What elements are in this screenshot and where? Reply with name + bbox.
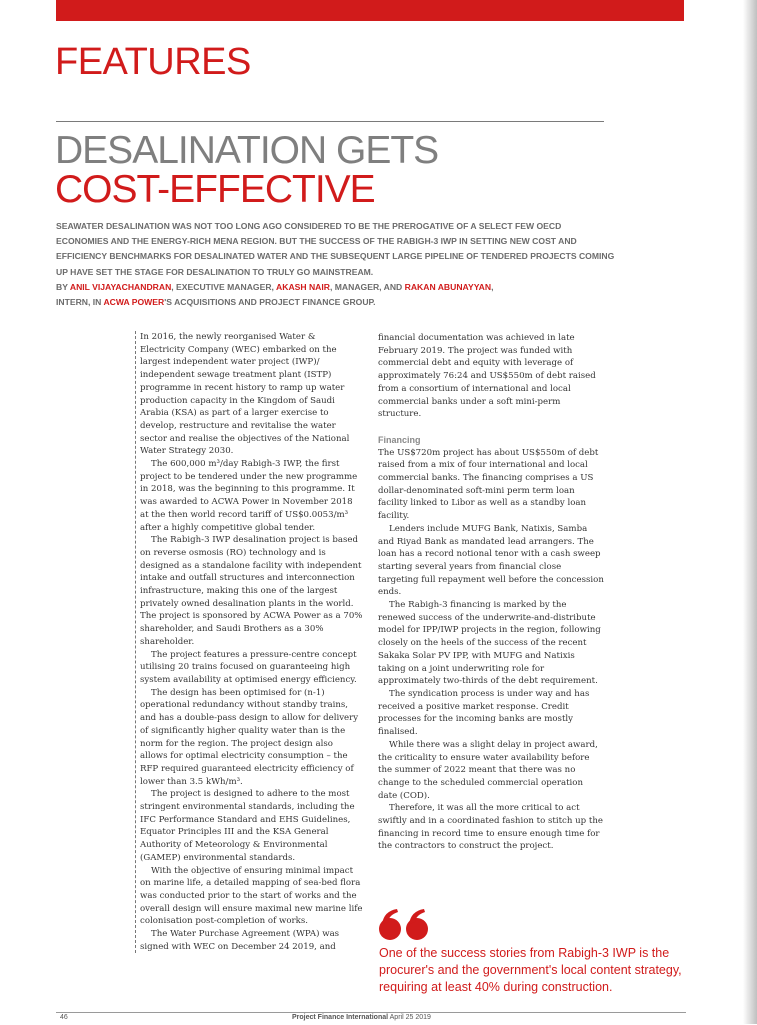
paragraph: The Rabigh-3 IWP desalination project is based on reverse osmosis (RO) technology and is designed as a standalone facility with independent intake and outfall structures and interconnection infrastructure, making this one of the largest privately owned desalination plants in the world. The project is sponsored by ACWA Power as a 70% shareholder, and Saudi Brothers as a 30% shareholder. — [140, 535, 363, 647]
quote-mark-icon — [379, 908, 435, 942]
author-name-1: ANIL VIJAYACHANDRAN — [69, 281, 172, 292]
byline-prefix: BY — [56, 281, 68, 292]
publication-credit — [292, 1014, 431, 1021]
paragraph: The project is designed to adhere to the most stringent environmental standards, including the IFC Performance Standard and EHS Guidelines, Equator Principles III and the KSA General Authority of Meteorology & Environmental (GAMEP) environmental standards. — [140, 789, 355, 863]
title-divider — [56, 121, 604, 122]
organisation-name: ACWA POWER — [103, 297, 165, 308]
title-line-1: DESALINATION GETS — [55, 129, 439, 172]
author-role-1: , EXECUTIVE MANAGER, — [171, 281, 274, 292]
organisation-tail: 'S ACQUISITIONS AND PROJECT FINANCE GROUP. — [164, 297, 376, 308]
paragraph: The Water Purchase Agreement (WPA) was signed with WEC on December 24 2019, and — [140, 929, 340, 952]
top-color-bar — [56, 0, 684, 21]
publication-name: Project Finance International — [292, 1014, 389, 1021]
standfirst — [56, 219, 616, 310]
page-edge-shadow — [743, 0, 757, 1024]
paragraph: financial documentation was achieved in late February 2019. The project was funded with commercial debt and equity with leverage of approximately 76:24 and US$550m of debt raised from a consortium of international and local commercial banks under a soft mini-perm structure. — [378, 333, 596, 420]
title-line-2: COST-EFFECTIVE — [55, 168, 375, 211]
author-role-3: , — [491, 281, 494, 292]
publication-date: April 25 2019 — [389, 1014, 431, 1021]
body-column-left — [135, 331, 363, 953]
author-name-3: RAKAN ABUNAYYAN — [404, 281, 492, 292]
article-title — [55, 131, 438, 209]
section-heading: FEATURES — [55, 41, 251, 83]
paragraph: In 2016, the newly reorganised Water & Electricity Company (WEC) embarked on the largest independent water project (IWP)/ independent sewage treatment plant (ISTP) programme in recent history to ramp up water production capacity in the Kingdom of Saudi Arabia (KSA) as part of a larger exercise to develop, restructure and revitalise the water sector and realise the objectives of the National Water Strategy 2030. — [140, 332, 350, 457]
paragraph: Lenders include MUFG Bank, Natixis, Samba and Riyad Bank as mandated lead arrangers. The loan has a record notional tenor with a cash sweep starting several years from financial close targeting full repayment well before the concession ends. — [378, 523, 604, 598]
subheading-financing: Financing — [378, 434, 421, 445]
paragraph: The design has been optimised for (n-1) operational redundancy without standby trains, and has a double-pass design to allow for delivery of significantly higher quality water than is the norm for the region. The project design also allows for optimal electricity consumption – the RFP required guaranteed electricity efficiency of lower than 3.5 kWh/m³. — [140, 687, 359, 787]
paragraph: Therefore, it was all the more critical to act swiftly and in a coordinated fashion to stitch up the financing in record time to ensure enough time for the contractors to construct the project. — [378, 803, 603, 852]
paragraph: While there was a slight delay in project award, the criticality to ensure water availability before the summer of 2022 meant that there was no change to the scheduled commercial operation date (COD). — [378, 739, 598, 801]
standfirst-text: SEAWATER DESALINATION WAS NOT TOO LONG AGO CONSIDERED TO BE THE PREROGATIVE OF A SELECT FEW OECD ECONOMIES AND THE ENERGY-RICH MENA REGION. BUT THE SUCCESS OF THE RABIGH-3 IWP IN SETTING NEW COST AND EFFICIENCY BENCHMARKS FOR DESALINATED WATER AND THE SUBSEQUENT LARGE PIPELINE OF TENDERED PROJECTS COMING UP HAVE SET THE STAGE FOR DESALINATION TO TRULY GO MAINSTREAM. — [56, 221, 615, 277]
page-footer — [56, 1012, 686, 1025]
paragraph: The Rabigh-3 financing is marked by the renewed success of the underwrite-and-distribute model for IPP/IWP projects in the region, following closely on the heels of the success of the recent Sakaka Solar PV IPP, with MUFG and Natixis taking on a joint underwriting role for approximately two-thirds of the debt requirement. — [378, 600, 601, 687]
author-role-3b: INTERN, IN — [56, 297, 102, 308]
paragraph: The 600,000 m³/day Rabigh-3 IWP, the first project to be tendered under the new programme in 2018, was the beginning to this programme. It was awarded to ACWA Power in November 2018 at the then world record tariff of US$0.0053/m³ after a highly competitive global tender. — [140, 459, 358, 533]
author-name-2: AKASH NAIR — [276, 281, 330, 292]
paragraph: The project features a pressure-centre concept utilising 20 trains focused on guaranteeing high system availability at optimised energy efficiency. — [140, 649, 357, 685]
page-number: 46 — [60, 1014, 68, 1021]
paragraph: With the objective of ensuring minimal impact on marine life, a detailed mapping of sea-bed flora was conducted prior to the start of works and the overall design will ensure maximal new marine life colonisation post-completion of works. — [140, 865, 363, 927]
author-role-2: , MANAGER, AND — [329, 281, 403, 292]
body-column-right — [378, 332, 604, 853]
pull-quote: One of the success stories from Rabigh-3 IWP is the procurer's and the government's local content strategy, requiring at least 40% during construction. — [379, 946, 682, 994]
paragraph: The US$720m project has about US$550m of debt raised from a mix of four international and local commercial banks. The financing comprises a US dollar-denominated soft-mini perm term loan facility linked to Libor as well as a standby loan facility. — [378, 447, 599, 522]
paragraph: The syndication process is under way and has received a positive market response. Credit processes for the incoming banks are mostly finalised. — [378, 688, 590, 738]
